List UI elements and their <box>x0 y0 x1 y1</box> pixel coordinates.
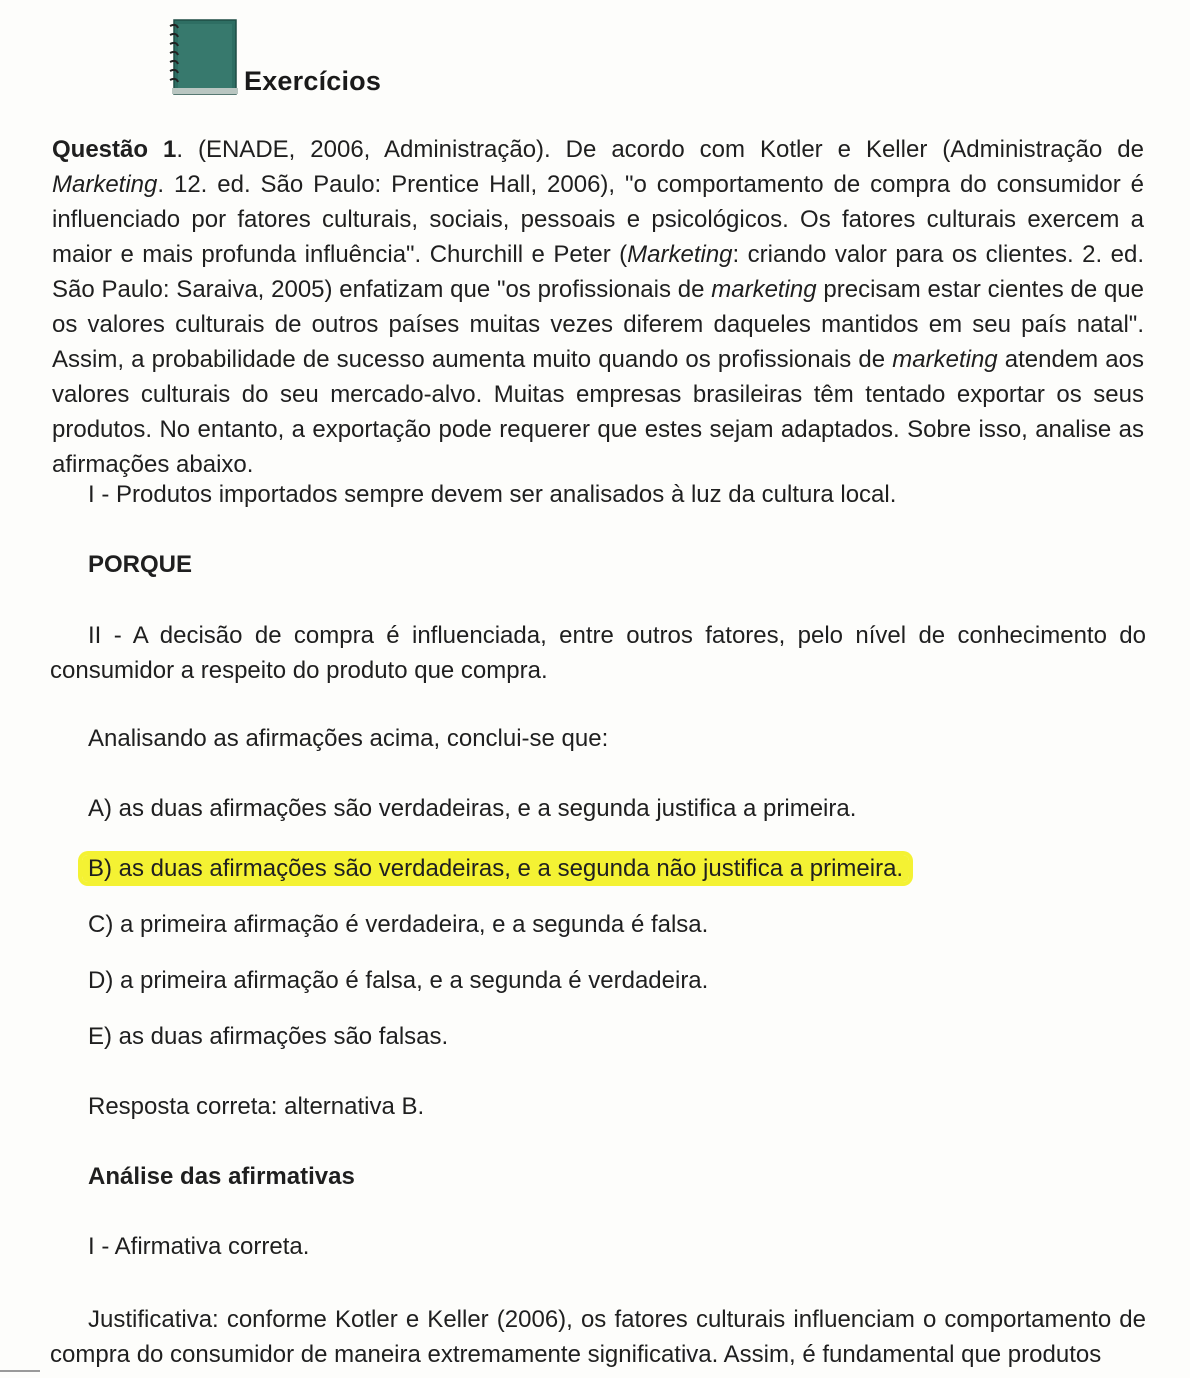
statement-two: II - A decisão de compra é influenciada, entre outros fatores, pelo nível de conhecimento do consumidor a respeito do produto que compra. <box>50 622 1146 684</box>
question-text-part: precisam estar cientes de que os valores culturais de outros países muitas vezes diferem daqueles mantidos em seu país natal". Assim, a probabilidade de sucesso aumenta muito quando os profissionais de <box>52 276 1144 373</box>
italic-term: Marketing <box>627 241 733 268</box>
option-b-text: B) as duas afirmações são verdadeiras, e a segunda não justifica a primeira. <box>82 855 909 882</box>
option-a: A) as duas afirmações são verdadeiras, e a segunda justifica a primeira. <box>88 795 857 822</box>
question-body <box>52 132 1144 482</box>
question-number: Questão 1 <box>52 136 177 163</box>
connector-porque: PORQUE <box>88 551 193 578</box>
spiral-notebook-icon <box>168 18 238 96</box>
section-title: Exercícios <box>244 66 382 96</box>
option-e: E) as duas afirmações são falsas. <box>88 1023 449 1050</box>
analysis-heading: Análise das afirmativas <box>88 1163 355 1190</box>
page-edge-mark <box>0 1370 40 1372</box>
question-text-part: . (ENADE, 2006, Administração). De acordo com Kotler e Keller (Administração de <box>176 136 1144 163</box>
option-b-highlighted <box>88 852 909 886</box>
italic-term: marketing <box>711 276 817 303</box>
italic-term: marketing <box>892 346 998 373</box>
question-text-part: . 12. ed. São Paulo: Prentice Hall, 2006), "o comportamento de compra do consumidor é influenciado por fatores culturais, sociais, pessoais e psicológicos. Os fatores culturais exercem a maior e mais profunda influência". Churchill e Peter ( <box>52 171 1144 268</box>
section-header <box>168 18 668 98</box>
justification-paragraph: Justificativa: conforme Kotler e Keller (2006), os fatores culturais influenciam o comportamento de compra do consumidor de maneira extremamente significativa. Assim, é fundamental que produtos <box>50 1306 1146 1368</box>
option-d: D) a primeira afirmação é falsa, e a segunda é verdadeira. <box>88 967 709 994</box>
question-text-part: atendem aos valores culturais do seu mercado-alvo. Muitas empresas brasileiras têm tentado exportar os seus produtos. No entanto, a exportação pode requerer que estes sejam adaptados. Sobre isso, analise as afirmações abaixo. <box>52 346 1144 478</box>
statement-one: I - Produtos importados sempre devem ser analisados à luz da cultura local. <box>88 481 897 508</box>
italic-term: Marketing <box>52 171 158 198</box>
correct-answer: Resposta correta: alternativa B. <box>88 1093 425 1120</box>
analysis-item-one: I - Afirmativa correta. <box>88 1233 310 1260</box>
question-text-part: : criando valor para os clientes. 2. ed. São Paulo: Saraiva, 2005) enfatizam que "os profissionais de <box>52 241 1144 303</box>
option-c: C) a primeira afirmação é verdadeira, e a segunda é falsa. <box>88 911 709 938</box>
analysis-prompt: Analisando as afirmações acima, conclui-se que: <box>88 725 609 752</box>
